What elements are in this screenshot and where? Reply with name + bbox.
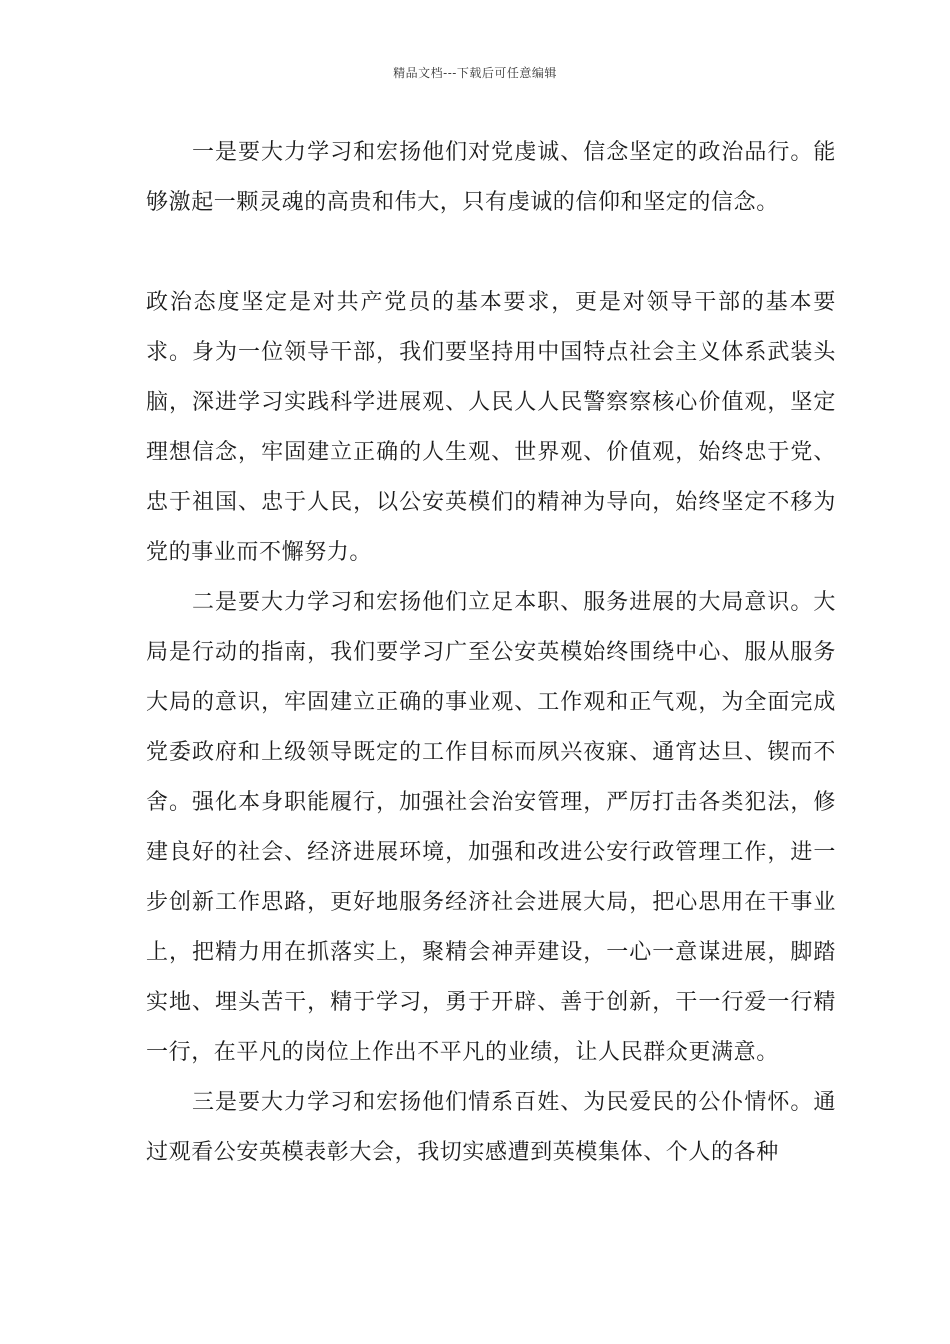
header-note: 精品文档---下载后可任意编辑 (393, 66, 557, 80)
paragraph-4: 三是要大力学习和宏扬他们情系百姓、为民爱民的公仆情怀。通过观看公安英模表彰大会，我切实感遭到英模集体、个人的各种 (146, 1090, 836, 1165)
paragraph-2: 政治态度坚定是对共产党员的基本要求，更是对领导干部的基本要求。身为一位领导干部，我们要坚持用中国特点社会主义体系武装头脑，深进学习实践科学进展观、人民人人民警察察核心价值观，坚定理想信念，牢固建立正确的人生观、世界观、价值观，始终忠于党、忠于祖国、忠于人民，以公安英模们的精神为导向，始终坚定不移为党的事业而不懈努力。 (146, 290, 836, 565)
paragraph-3: 二是要大力学习和宏扬他们立足本职、服务进展的大局意识。大局是行动的指南，我们要学习广至公安英模始终围绕中心、服从服务大局的意识，牢固建立正确的事业观、工作观和正气观，为全面完成党委政府和上级领导既定的工作目标而夙兴夜寐、通宵达旦、锲而不舍。强化本身职能履行，加强社会治安管理，严厉打击各类犯法，修建良好的社会、经济进展环境，加强和改进公安行政管理工作，进一步创新工作思路，更好地服务经济社会进展大局，把心思用在干事业上，把精力用在抓落实上，聚精会神弄建设，一心一意谋进展，脚踏实地、埋头苦干，精于学习，勇于开辟、善于创新，干一行爱一行精一行，在平凡的岗位上作出不平凡的业绩，让人民群众更满意。 (146, 590, 836, 1065)
document-body (146, 128, 836, 1178)
paragraph-1: 一是要大力学习和宏扬他们对党虔诚、信念坚定的政治品行。能够激起一颗灵魂的高贵和伟大，只有虔诚的信仰和坚定的信念。 (146, 140, 836, 215)
